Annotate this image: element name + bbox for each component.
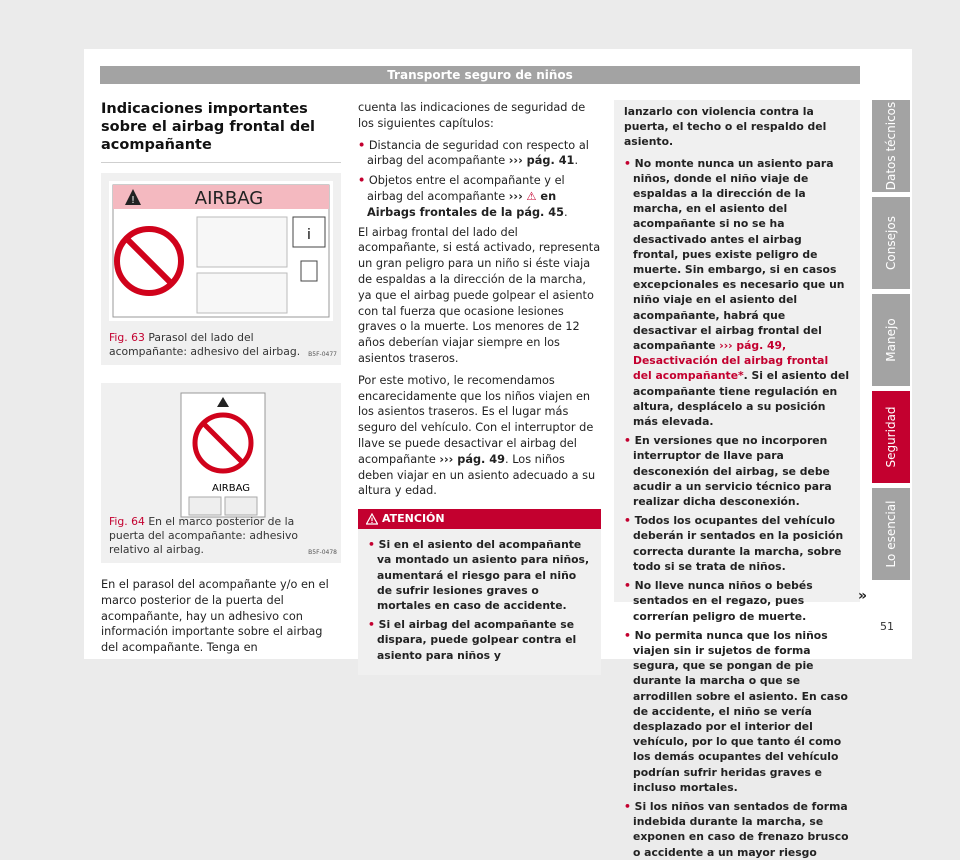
- page-number: 51: [880, 620, 894, 633]
- figure-code: B5F-0478: [308, 549, 337, 557]
- column-2: [358, 100, 601, 675]
- body-paragraph: lanzarlo con violencia contra la puerta, el techo o el respaldo del asiento.: [624, 105, 827, 149]
- svg-text:AIRBAG: AIRBAG: [211, 483, 251, 494]
- figure-63: [101, 173, 341, 365]
- list-item: • No permita nunca que los niños viajen sin ir sujetos de forma segura, que se pongan de pie durante la marcha o que se arrodillen sobre el asiento. En caso de accidente, el niño se vería desplazado por el interior del vehículo, por lo que tanto él como los demás ocupantes del vehículo podrían sufrir heridas graves e incluso mortales.: [624, 628, 848, 794]
- figure-64: [101, 383, 341, 563]
- list-item: • No lleve nunca niños o bebés sentados en el regazo, pues correrían peligro de muerte.: [624, 579, 813, 623]
- tab-consejos[interactable]: Consejos: [872, 197, 910, 289]
- body-paragraph: cuenta las indicaciones de seguridad de los siguientes capítulos:: [358, 101, 586, 130]
- tab-manejo[interactable]: Manejo: [872, 294, 910, 386]
- list-item: • Si el airbag del acompañante se dispara, puede golpear contra el asiento para niños y: [368, 618, 577, 662]
- list-item: • Objetos entre el acompañante y el airbag del acompañante ››› ⚠ en Airbags frontales de la pág. 45.: [358, 174, 568, 219]
- body-paragraph: El airbag frontal del lado del acompañante, si está activado, representa un gran peligro para un niño si éste viaja de espaldas a la dirección de la marcha, ya que el airbag puede golpear el asiento con tal fuerza que ocasione lesiones graves o la muerte. Los menores de 12 años deberían viajar siempre en los asientos traseros.: [358, 225, 601, 365]
- door-sticker-image: [109, 391, 333, 519]
- tab-lo-esencial[interactable]: Lo esencial: [872, 488, 910, 580]
- list-item: • Si los niños van sentados de forma indebida durante la marcha, se exponen en caso de frenazo brusco o accidente a un mayor riesgo: [624, 799, 849, 859]
- tab-seguridad[interactable]: Seguridad: [872, 391, 910, 483]
- page-link[interactable]: ››› pág. 49, Desactivación del airbag frontal del acompañante*: [633, 339, 829, 383]
- list-item: • No monte nunca un asiento para niños, donde el niño viaje de espaldas a la dirección de la marcha, en el asiento del acompañante si no se ha desactivado antes el airbag frontal, pues existe peligro de muerte. Sin embargo, si en casos excepcionales es necesario que un niño viaje en el asiento del acompañante, habrá que desactivar el airbag frontal del acompañante ››› pág. 49, Desactivación del airbag frontal del acompañante*. Si el asiento del acompañante tiene regulación en altura, desplácelo a su posición más elevada.: [624, 156, 850, 429]
- tab-datos-tecnicos[interactable]: Datos técnicos: [872, 100, 910, 192]
- list-item: • En versiones que no incorporen interruptor de llave para desconexión del airbag, se debe acudir a un servicio técnico para realizar dicha desconexión.: [624, 434, 832, 509]
- airbag-sticker-image: [109, 181, 333, 321]
- body-paragraph: En el parasol del acompañante y/o en el marco posterior de la puerta del acompañante, hay un adhesivo con información importante sobre el airbag del acompañante. Tenga en: [101, 578, 329, 655]
- warning-icon: ⚠: [526, 189, 537, 203]
- list-item: • Si en el asiento del acompañante va montado un asiento para niños, aumentará el riesgo para el niño de sufrir lesiones graves o mortales en caso de accidente.: [368, 538, 590, 612]
- list-item: • Todos los ocupantes del vehículo deberán ir sentados en la posición correcta durante la marcha, sobre todo si se trata de niños.: [624, 514, 844, 573]
- page-header: Transporte seguro de niños: [100, 66, 860, 84]
- continue-icon: »: [858, 588, 868, 604]
- warning-box: [358, 509, 601, 675]
- warning-header: ATENCIÓN: [358, 509, 601, 529]
- airbag-label-illustration: [109, 181, 333, 321]
- section-title: Indicaciones importantes sobre el airbag frontal del acompañante: [101, 100, 341, 163]
- door-label-illustration: [109, 391, 333, 519]
- warning-box-continued: [614, 100, 860, 859]
- page-link[interactable]: en Airbags frontales de la pág. 45: [367, 189, 564, 219]
- figure-caption: Fig. 63 Parasol del lado del acompañante: adhesivo del airbag.: [109, 331, 301, 358]
- column-3: [614, 100, 860, 859]
- page-link[interactable]: ››› pág. 49: [439, 452, 506, 466]
- svg-text:AIRBAG: AIRBAG: [194, 188, 264, 209]
- figure-caption: Fig. 64 En el marco posterior de la puerta del acompañante: adhesivo relativo al airbag.: [109, 515, 298, 556]
- list-item: • Distancia de seguridad con respecto al airbag del acompañante ››› pág. 41.: [358, 138, 589, 168]
- column-1: [101, 100, 341, 662]
- svg-text:!: !: [130, 195, 136, 206]
- svg-text:i: i: [307, 227, 311, 243]
- figure-code: B5F-0477: [308, 351, 337, 359]
- page-link[interactable]: ››› pág. 41: [508, 154, 575, 168]
- body-paragraph: Por este motivo, le recomendamos encarecidamente que los niños viajen en los asientos traseros. Es el lugar más seguro del vehículo. Con el interruptor de llave se puede desactivar el airbag del acompañante ››› pág. 49. Los niños deben viajar en un asiento adecuado a su altura y edad.: [358, 373, 596, 498]
- warning-icon: [366, 513, 378, 525]
